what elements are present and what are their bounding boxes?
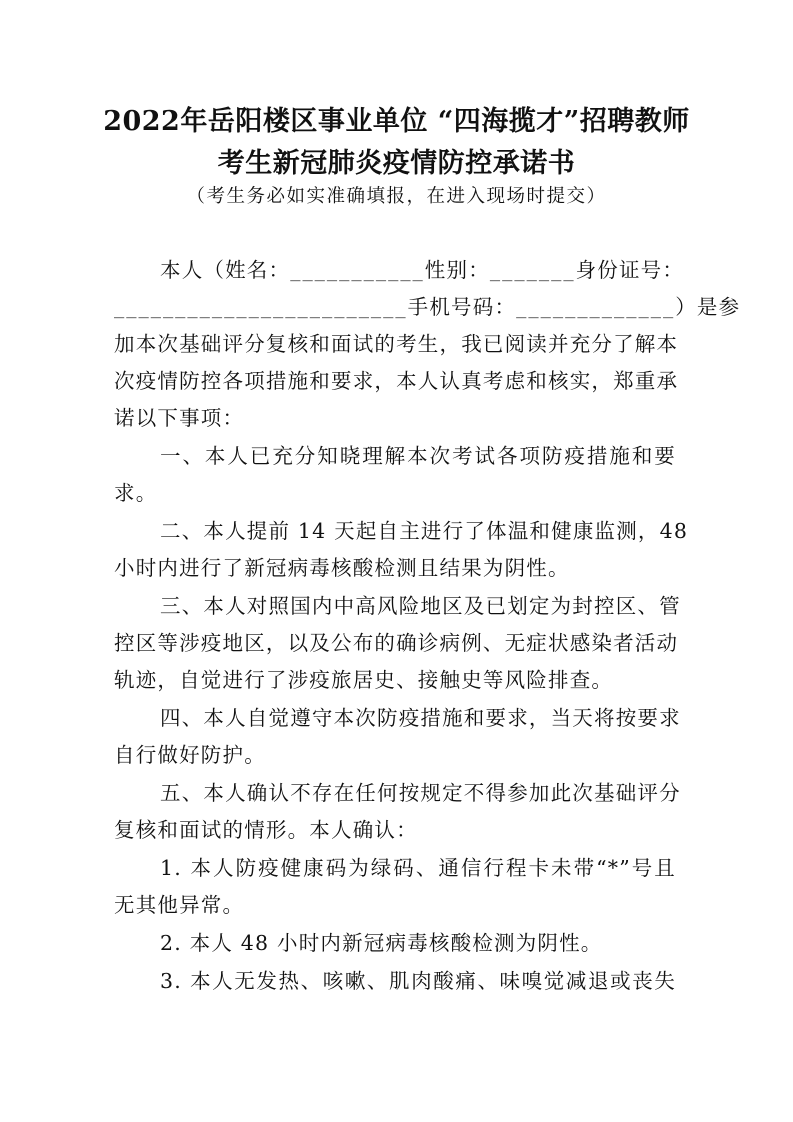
paragraph-line: 一、本人已充分知晓理解本次考试各项防疫措施和要	[160, 444, 676, 468]
paragraph-line: 加本次基础评分复核和面试的考生，我已阅读并充分了解本	[114, 332, 679, 356]
paragraph-line: 小时内进行了新冠病毒核酸检测且结果为阴性。	[114, 556, 570, 580]
paragraph-line: 自行做好防护。	[114, 743, 266, 767]
document-subtitle: （考生务必如实准确填报，在进入现场时提交）	[186, 186, 607, 207]
paragraph-line: 次疫情防控各项措施和要求，本人认真考虑和核实，郑重承	[114, 369, 679, 393]
paragraph-line: 二、本人提前 14 天起自主进行了体温和健康监测，48	[160, 519, 689, 543]
paragraph-line: 控区等涉疫地区，以及公布的确诊病例、无症状感染者活动	[114, 631, 679, 655]
paragraph-line: 四、本人自觉遵守本次防疫措施和要求，当天将按要求	[160, 706, 681, 730]
paragraph-line: 2. 本人 48 小时内新冠病毒核酸检测为阴性。	[160, 931, 603, 955]
document-title-line1: 2022年岳阳楼区事业单位 “四海揽才”招聘教师	[103, 106, 690, 137]
phone-label: 手机号码：	[407, 295, 517, 319]
id-label: 身份证号：	[575, 258, 685, 282]
paragraph-line: 复核和面试的情形。本人确认：	[114, 818, 418, 842]
paragraph-line: 五、本人确认不存在任何按规定不得参加此次基础评分	[160, 781, 681, 805]
paragraph-line: 无其他异常。	[114, 893, 245, 917]
form-line-1	[160, 250, 685, 290]
paragraph-line: 3. 本人无发热、咳嗽、肌肉酸痛、味嗅觉减退或丧失	[160, 969, 676, 993]
form-line-2	[114, 287, 741, 327]
gender-label: 性别：	[424, 258, 490, 282]
paragraph-line: 1. 本人防疫健康码为绿码、通信行程卡未带“*”号且	[160, 856, 676, 880]
paragraph-line: 求。	[114, 481, 158, 505]
paragraph-line: 轨迹，自觉进行了涉疫旅居史、接触史等风险排查。	[114, 668, 614, 692]
paragraph-line: 诺以下事项：	[114, 406, 245, 430]
document-title-line2: 考生新冠肺炎疫情防控承诺书	[217, 148, 576, 179]
name-field[interactable]: ___________	[290, 262, 425, 282]
form-line-tail: ）是参	[675, 295, 741, 319]
gender-field[interactable]: _______	[489, 262, 576, 282]
id-number-field[interactable]: ________________________	[114, 299, 408, 319]
paragraph-line: 三、本人对照国内中高风险地区及已划定为封控区、管	[160, 594, 681, 618]
name-label: 本人（姓名：	[160, 258, 291, 282]
phone-field[interactable]: _____________	[516, 299, 676, 319]
